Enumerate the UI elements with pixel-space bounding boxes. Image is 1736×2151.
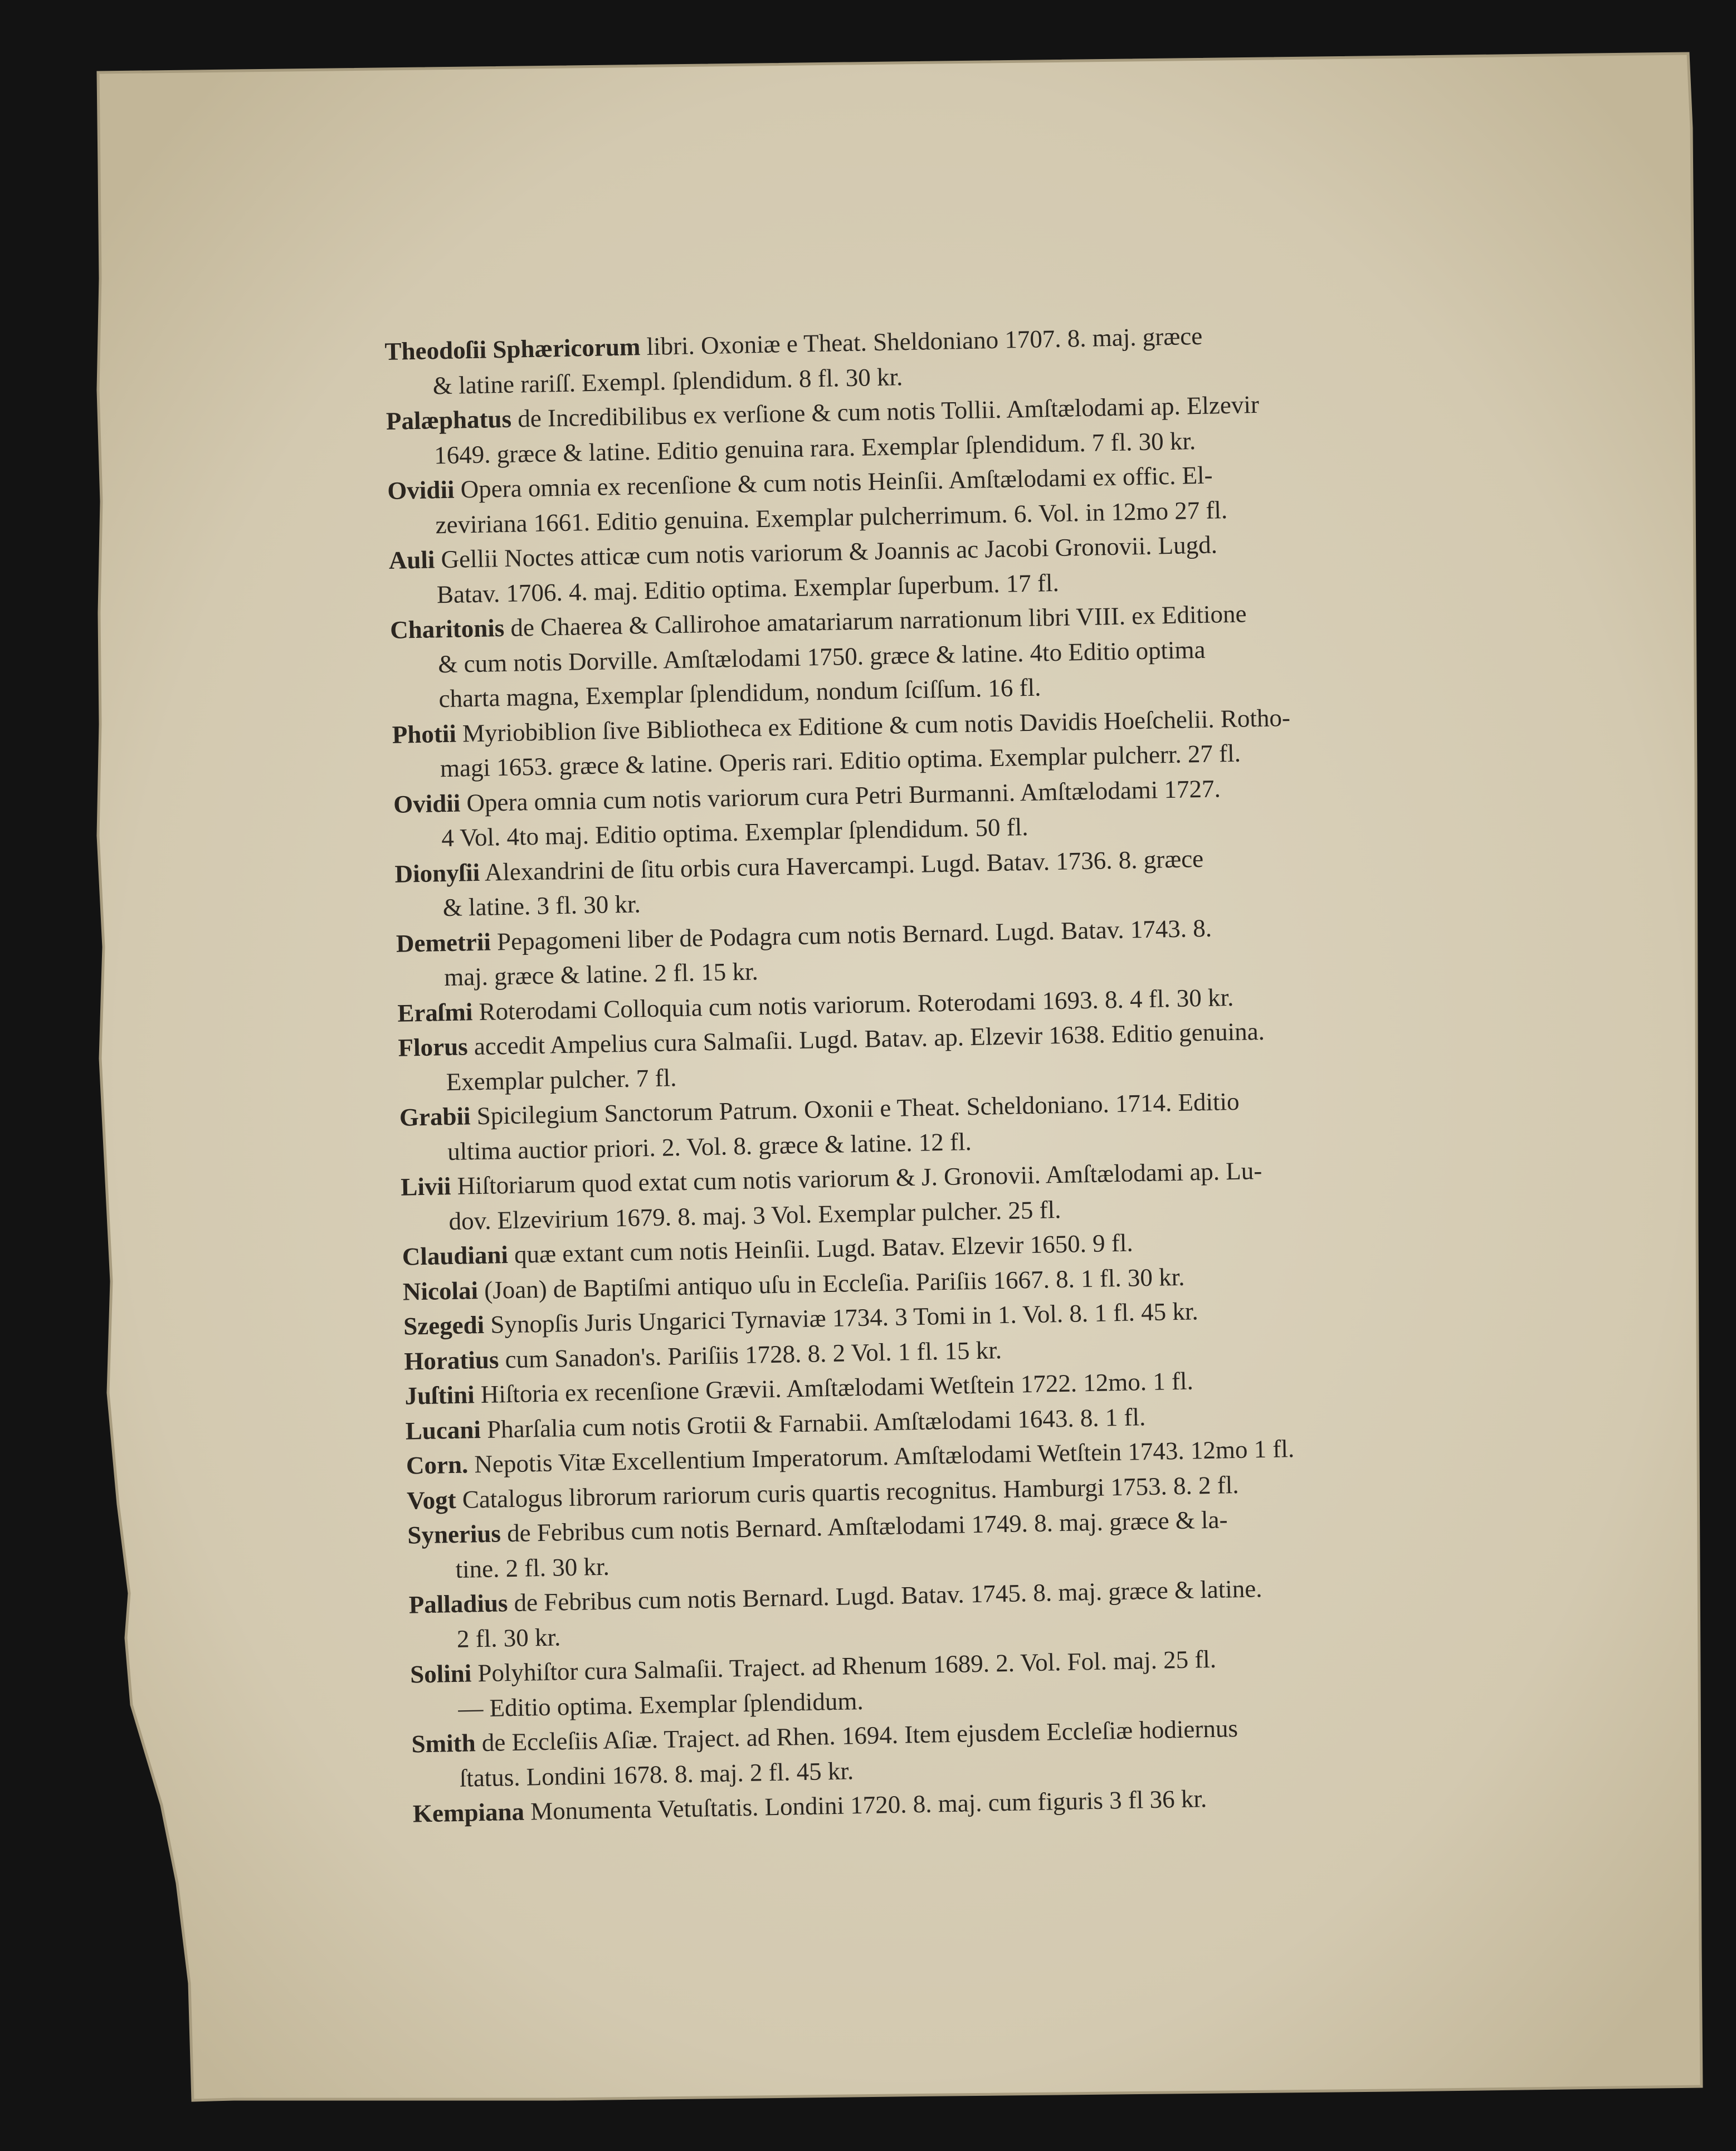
- entry-line: accedit Ampelius cura Salmaſii. Lugd. Batav. ap. Elzevir 1638. Editio genuina.: [467, 1017, 1265, 1061]
- entry-line: Pepagomeni liber de Podagra cum notis Bernard. Lugd. Batav. 1743. 8.: [490, 914, 1212, 956]
- entry-author: Demetrii: [396, 928, 491, 958]
- entry-author: Palladius: [408, 1589, 508, 1619]
- entry-line: & latine. 3 fl. 30 kr.: [442, 890, 641, 922]
- entry-line: libri. Oxoniæ e Theat. Sheldoniano 1707. 8. maj. græce: [640, 321, 1203, 361]
- entry-author: Livii: [400, 1172, 451, 1201]
- entry-author: Eraſmi: [397, 997, 473, 1027]
- entry-line: & cum notis Dorville. Amſtælodami 1750. græce & latine. 4to Editio optima: [437, 635, 1206, 678]
- entry-line: charta magna, Exemplar ſplendidum, nondum ſciſſum. 16 fl.: [438, 673, 1041, 713]
- entry-author: Lucani: [405, 1415, 481, 1445]
- entry-line: de Febribus cum notis Bernard. Lugd. Batav. 1745. 8. maj. græce & latine.: [507, 1574, 1262, 1617]
- entry-line: Gellii Noctes atticæ cum notis variorum & Joannis ac Jacobi Gronovii. Lugd.: [434, 530, 1218, 574]
- entry-line: cum Sanadon's. Pariſiis 1728. 8. 2 Vol. 1 fl. 15 kr.: [498, 1335, 1002, 1373]
- entry-line: dov. Elzevirium 1679. 8. maj. 3 Vol. Exemplar pulcher. 25 fl.: [448, 1195, 1061, 1235]
- catalogue-text: [384, 312, 1566, 1831]
- entry-line: — Editio optima. Exemplar ſplendidum.: [457, 1686, 864, 1723]
- entry-line: de Chaerea & Callirohoe amatariarum narrationum libri VIII. ex Editione: [504, 599, 1247, 642]
- entry-line: zeviriana 1661. Editio genuina. Exemplar pulcherrimum. 6. Vol. in 12mo 27 fl.: [435, 495, 1228, 539]
- entry-line: Hiſtoriarum quod extat cum notis variorum & J. Gronovii. Amſtælodami ap. Lu-: [450, 1157, 1262, 1200]
- entry-line: Catalogus librorum rariorum curis quartis recognitus. Hamburgi 1753. 8. 2 fl.: [456, 1470, 1239, 1514]
- entry-line: ſtatus. Londini 1678. 8. maj. 2 fl. 45 kr.: [459, 1756, 854, 1792]
- entry-author: Photii: [392, 719, 457, 749]
- entry-line: de Eccleſiis Aſiæ. Traject. ad Rhen. 1694. Item ejusdem Eccleſiæ hodiernus: [475, 1714, 1238, 1757]
- entry-author: Nicolai: [402, 1276, 479, 1306]
- entry-author: Ovidii: [387, 475, 455, 505]
- entry-line: (Joan) de Baptiſmi antiquo uſu in Eccleſia. Pariſiis 1667. 8. 1 fl. 30 kr.: [477, 1262, 1185, 1304]
- entry-author: Corn.: [406, 1450, 469, 1480]
- entry-line: 1649. græce & latine. Editio genuina rara. Exemplar ſplendidum. 7 fl. 30 kr.: [433, 426, 1196, 469]
- entry-line: Alexandrini de ſitu orbis cura Havercampi. Lugd. Batav. 1736. 8. græce: [479, 844, 1204, 886]
- entry-author: Claudiani: [402, 1241, 509, 1271]
- entry-line: Spicilegium Sanctorum Patrum. Oxonii e Theat. Scheldoniano. 1714. Editio: [470, 1087, 1240, 1130]
- entry-author: Synerius: [407, 1519, 501, 1549]
- entry-line: Exemplar pulcher. 7 fl.: [446, 1063, 677, 1096]
- entry-line: Monumenta Vetuſtatis. Londini 1720. 8. maj. cum figuris 3 fl 36 kr.: [524, 1784, 1207, 1826]
- entry-line: tine. 2 fl. 30 kr.: [455, 1552, 610, 1583]
- entry-line: quæ extant cum notis Heinſii. Lugd. Batav. Elzevir 1650. 9 fl.: [508, 1228, 1134, 1269]
- entry-line: Batav. 1706. 4. maj. Editio optima. Exemplar ſuperbum. 17 fl.: [436, 568, 1060, 608]
- entry-author: Grabii: [399, 1102, 471, 1131]
- entry-line: Synopſis Juris Ungarici Tyrnaviæ 1734. 3 Tomi in 1. Vol. 8. 1 fl. 45 kr.: [484, 1297, 1199, 1339]
- entry-line: 2 fl. 30 kr.: [456, 1622, 561, 1653]
- entry-author: Solini: [409, 1659, 472, 1689]
- entry-line: Opera omnia cum notis variorum cura Petri Burmanni. Amſtælodami 1727.: [460, 774, 1221, 817]
- entry-author: Szegedi: [403, 1310, 485, 1340]
- entry-line: Pharſalia cum notis Grotii & Farnabii. Amſtælodami 1643. 8. 1 fl.: [480, 1402, 1146, 1443]
- entry-line: 4 Vol. 4to maj. Editio optima. Exemplar ſplendidum. 50 fl.: [441, 812, 1028, 852]
- entry-author: Palæphatus: [386, 404, 512, 435]
- entry-author: Charitonis: [389, 613, 505, 644]
- entry-line: Polyhiſtor cura Salmaſii. Traject. ad Rhenum 1689. 2. Vol. Fol. maj. 25 fl.: [471, 1645, 1217, 1687]
- entry-line: magi 1653. græce & latine. Operis rari. Editio optima. Exemplar pulcherr. 27 fl.: [440, 739, 1241, 783]
- entry-line: ultima auctior priori. 2. Vol. 8. græce & latine. 12 fl.: [447, 1127, 972, 1165]
- entry-author: Florus: [398, 1032, 469, 1062]
- entry-author: Smith: [411, 1729, 476, 1758]
- entry-line: Roterodami Colloquia cum notis variorum. Roterodami 1693. 8. 4 fl. 30 kr.: [472, 983, 1234, 1026]
- entry-author: Juſtini: [404, 1381, 475, 1410]
- entry-author: Horatius: [403, 1345, 499, 1376]
- entry-author: Auli: [388, 545, 435, 574]
- entry-line: de Febribus cum notis Bernard. Amſtælodami 1749. 8. maj. græce & la-: [500, 1505, 1228, 1548]
- entry-line: Hiſtoria ex recenſione Grævii. Amſtælodami Wetſtein 1722. 12mo. 1 fl.: [474, 1367, 1194, 1409]
- entry-author: Kempiana: [412, 1797, 525, 1828]
- entry-author: Theodoſii Sphæricorum: [384, 333, 641, 365]
- entry-line: maj. græce & latine. 2 fl. 15 kr.: [443, 957, 759, 992]
- entry-line: Myriobiblion ſive Bibliotheca ex Editione & cum notis Davidis Hoeſchelii. Rotho-: [456, 703, 1291, 748]
- entry-line: de Incredibilibus ex verſione & cum notis Tollii. Amſtælodami ap. Elzevir: [511, 390, 1260, 433]
- entry-author: Vogt: [406, 1485, 457, 1515]
- entry-line: Nepotis Vitæ Excellentium Imperatorum. Amſtælodami Wetſtein 1743. 12mo 1 fl.: [467, 1435, 1295, 1479]
- entry-author: Dionyſii: [394, 858, 480, 888]
- entry-author: Ovidii: [393, 789, 461, 818]
- entry-line: Opera omnia ex recenſione & cum notis Heinſii. Amſtælodami ex offic. El-: [453, 461, 1213, 504]
- entry-line: & latine rariſſ. Exempl. ſplendidum. 8 fl. 30 kr.: [432, 362, 903, 399]
